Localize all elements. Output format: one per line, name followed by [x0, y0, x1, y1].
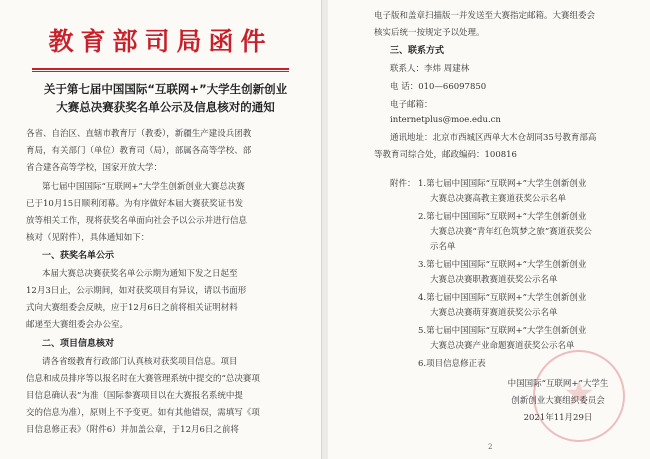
contact-phone: 电 话：010—66097850 — [390, 82, 487, 92]
attachment-item: 大赛总决赛高教主赛道获奖公示名单 — [430, 194, 567, 204]
text-line: 各省、自治区、直辖市教育厅（教委），新疆生产建设兵团教 — [26, 129, 252, 139]
contact-email: internetplus@moe.edu.cn — [390, 115, 501, 125]
document-page-2 — [328, 0, 650, 459]
text-line: 核实后统一按规定予以处理。 — [374, 28, 485, 38]
text-line: 放等相关工作，现将获奖名单面向社会予以公示并进行信息 — [26, 216, 248, 226]
text-line: 第七届中国国际“互联网+”大学生创新创业大赛总决赛 — [42, 182, 245, 192]
attachment-item: 2.第七届中国国际“互联网+”大学生创新创业 — [418, 212, 587, 222]
attachment-item: 4.第七届中国国际“互联网+”大学生创新创业 — [418, 293, 587, 303]
text-line: 交的信息为准），原则上不予变更。如有其他错误，需填写《项 — [26, 408, 260, 418]
notice-title — [40, 80, 291, 116]
attachment-item: 大赛总决赛“青年红色筑梦之旅”赛道获奖公 — [430, 227, 592, 237]
letterhead-rule-thin — [32, 71, 289, 72]
attachments-label: 附件： — [390, 179, 416, 189]
attachment-item: 大赛总决赛产业命题赛道获奖公示名单 — [430, 341, 575, 351]
signature-line: 创新创业大赛组织委员会 — [511, 396, 605, 406]
attachment-item: 5.第七届中国国际“互联网+”大学生创新创业 — [418, 326, 587, 336]
notice-title-line: 关于第七届中国国际“互联网+”大学生创新创业 — [43, 82, 288, 96]
contact-address: 等教育司综合处，邮政编码：100816 — [374, 150, 517, 160]
signature-date: 2021年11月29日 — [523, 413, 593, 423]
page-number: 2 — [488, 443, 493, 451]
attachment-item: 3.第七届中国国际“互联网+”大学生创新创业 — [418, 260, 587, 270]
document-page-1 — [0, 0, 322, 459]
text-line: 育局，有关部门（单位）教育司（局），部属各高等学校、部 — [26, 146, 252, 156]
text-line: 电子版和盖章扫描版一并发送至大赛指定邮箱。大赛组委会 — [374, 11, 596, 21]
contact-person: 联系人：李炜 周建林 — [390, 64, 470, 74]
attachment-item: 6.项目信息修正表 — [418, 359, 486, 369]
letterhead-title: 教育部司局函件 — [48, 27, 273, 56]
text-line: 目信息修正表》（附件6）并加盖公章，于12月6日之前将 — [26, 425, 239, 435]
attachment-item: 大赛总决赛职教赛道获奖公示名单 — [430, 275, 558, 285]
contact-address: 通讯地址：北京市西城区西单大木仓胡同35号教育部高 — [390, 133, 597, 143]
attachment-item: 1.第七届中国国际“互联网+”大学生创新创业 — [418, 179, 587, 189]
section-heading-3: 三、联系方式 — [390, 46, 445, 56]
text-line: 省合建各高等学校，国家开放大学： — [26, 163, 163, 173]
text-line: 已于10月15日顺利闭幕。为有序做好本届大赛获奖证书发 — [26, 199, 244, 209]
text-line: 信息和成员排序等以报名时在大赛管理系统中提交的“总决赛项 — [26, 374, 260, 384]
text-line: 请各省级教育行政部门认真核对获奖项目信息。项目 — [42, 357, 238, 367]
section-heading-2: 二、项目信息核对 — [42, 339, 115, 349]
text-line: 目信息确认表”为准（国际参赛项目以在大赛报名系统中提 — [26, 391, 243, 401]
signature-line: 中国国际“互联网+”大学生 — [507, 379, 609, 389]
text-line: 本届大赛总决赛获奖名单公示期为通知下发之日起至 — [42, 269, 238, 279]
attachment-item: 大赛总决赛萌芽赛道获奖公示名单 — [430, 308, 558, 318]
letterhead-rule — [32, 68, 289, 70]
section-heading-1: 一、获奖名单公示 — [42, 251, 115, 261]
text-line: 邮递至大赛组委会办公室。 — [26, 320, 129, 330]
contact-email-label: 电子邮箱： — [390, 100, 433, 110]
attachment-item: 示名单 — [430, 242, 456, 252]
notice-title-line: 大赛总决赛获奖名单公示及信息核对的通知 — [56, 100, 275, 114]
text-line: 核对（见附件），具体通知如下： — [26, 233, 150, 243]
text-line: 12月3日止，公示期间，如对获奖项目有异议，请以书面形 — [26, 286, 247, 296]
text-line: 式向大赛组委会反映，应于12月6日之前将相关证明材料 — [26, 303, 238, 313]
